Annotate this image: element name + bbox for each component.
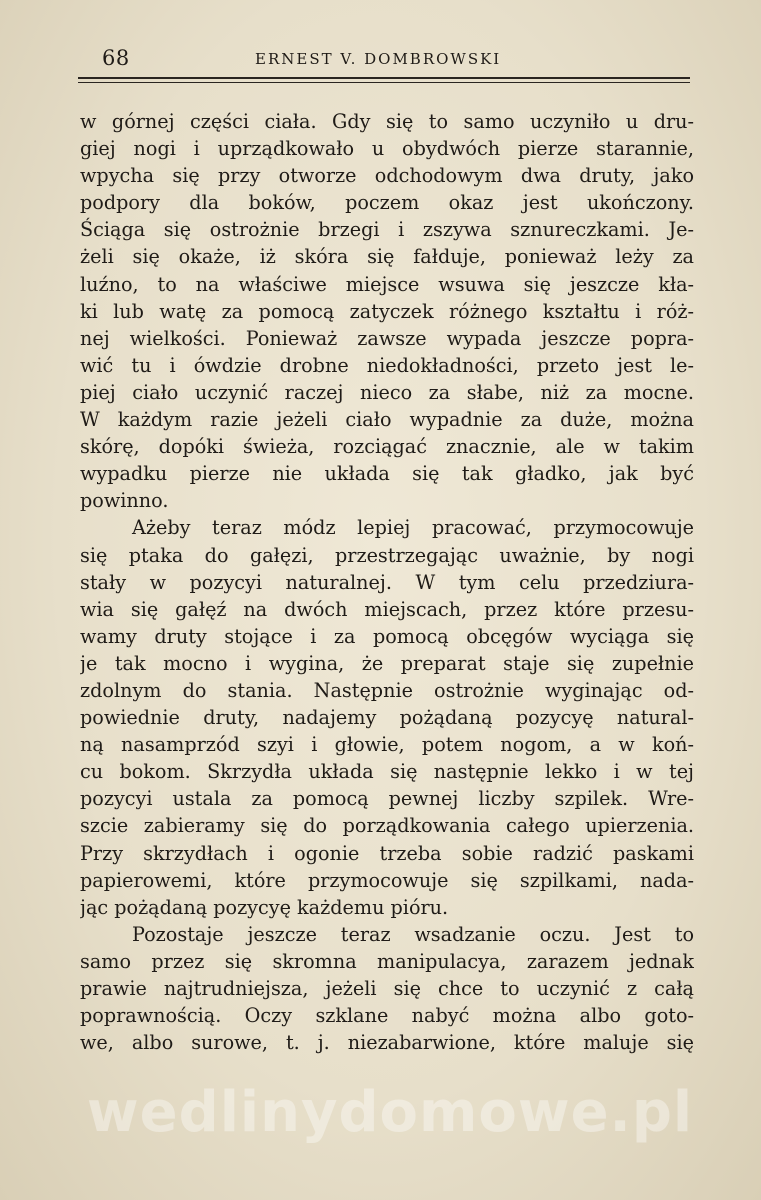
text-line: powiednie druty, nadajemy pożądaną pozycyę natural- xyxy=(80,706,694,730)
paragraph xyxy=(80,921,694,1056)
text-line: skórę, dopóki świeża, rozciągać znacznie, ale w takim xyxy=(80,435,694,459)
text-line: powinno. xyxy=(80,489,169,513)
text-line: giej nogi i uprządkowało u obydwóch pierze starannie, xyxy=(80,137,694,161)
text-line: Pozostaje jeszcze teraz wsadzanie oczu. Jest to xyxy=(132,922,694,946)
header-rule xyxy=(78,77,690,79)
text-line: ną nasamprzód szyi i głowie, potem nogom, a w koń- xyxy=(80,733,694,757)
text-line: samo przez się skromna manipulacya, zarazem jednak xyxy=(80,949,694,973)
text-line: nej wielkości. Ponieważ zawsze wypada jeszcze popra- xyxy=(80,326,694,350)
text-line: podpory dla boków, poczem okaz jest ukończony. xyxy=(80,191,694,215)
text-line: wypadku pierze nie układa się tak gładko, jak być xyxy=(80,462,694,486)
text-line: wamy druty stojące i za pomocą obcęgów wyciąga się xyxy=(80,624,694,648)
text-line: Ażeby teraz módz lepiej pracować, przymocowuje xyxy=(132,516,694,540)
text-line: je tak mocno i wygina, że preparat staje się zupełnie xyxy=(80,651,694,675)
text-line: papierowemi, które przymocowuje się szpilkami, nada- xyxy=(80,868,694,892)
text-line: zdolnym do stania. Następnie ostrożnie wyginając od- xyxy=(80,678,694,702)
text-line: szcie zabieramy się do porządkowania całego upierzenia. xyxy=(80,814,694,838)
text-line: Przy skrzydłach i ogonie trzeba sobie radzić paskami xyxy=(80,841,694,865)
running-head: ERNEST V. DOMBROWSKI xyxy=(255,50,502,68)
page-number: 68 xyxy=(102,46,130,70)
header-rule-thin xyxy=(78,82,690,83)
text-line: się ptaka do gałęzi, przestrzegając uważnie, by nogi xyxy=(80,543,694,567)
watermark: wedlinydomowe.pl xyxy=(86,1080,694,1145)
text-line: luźno, to na właściwe miejsce wsuwa się jeszcze kła- xyxy=(80,272,694,296)
page-header xyxy=(80,44,690,74)
text-line: Ściąga się ostrożnie brzegi i zszywa sznureczkami. Je- xyxy=(80,218,694,242)
text-line: stały w pozycyi naturalnej. W tym celu przedziura- xyxy=(80,570,694,594)
text-line: cu bokom. Skrzydła układa się następnie lekko i w tej xyxy=(80,760,694,784)
body-text xyxy=(80,108,694,1056)
paragraph xyxy=(80,514,694,920)
text-line: prawie najtrudniejsza, jeżeli się chce to uczynić z całą xyxy=(80,977,694,1000)
text-line: w górnej części ciała. Gdy się to samo uczyniło u dru- xyxy=(80,110,694,133)
text-line: piej ciało uczynić raczej nieco za słabe, niż za mocne. xyxy=(80,380,694,404)
paragraph xyxy=(80,108,694,514)
text-line: ki lub watę za pomocą zatyczek różnego kształtu i róż- xyxy=(80,299,694,323)
text-line: wić tu i ówdzie drobne niedokładności, przeto jest le- xyxy=(80,353,694,377)
text-line: jąc pożądaną pozycyę każdemu pióru. xyxy=(80,895,449,919)
text-line: wia się gałęź na dwóch miejscach, przez które przesu- xyxy=(80,597,694,621)
text-line: we, albo surowe, t. j. niezabarwione, które maluje się xyxy=(80,1031,694,1055)
text-line: wpycha się przy otworze odchodowym dwa druty, jako xyxy=(80,164,694,188)
text-line: poprawnością. Oczy szklane nabyć można albo goto- xyxy=(80,1004,694,1028)
text-line: pozycyi ustala za pomocą pewnej liczby szpilek. Wre- xyxy=(80,787,694,811)
text-line: W każdym razie jeżeli ciało wypadnie za duże, można xyxy=(80,408,694,432)
text-line: żeli się okaże, iż skóra się fałduje, ponieważ leży za xyxy=(80,245,694,269)
